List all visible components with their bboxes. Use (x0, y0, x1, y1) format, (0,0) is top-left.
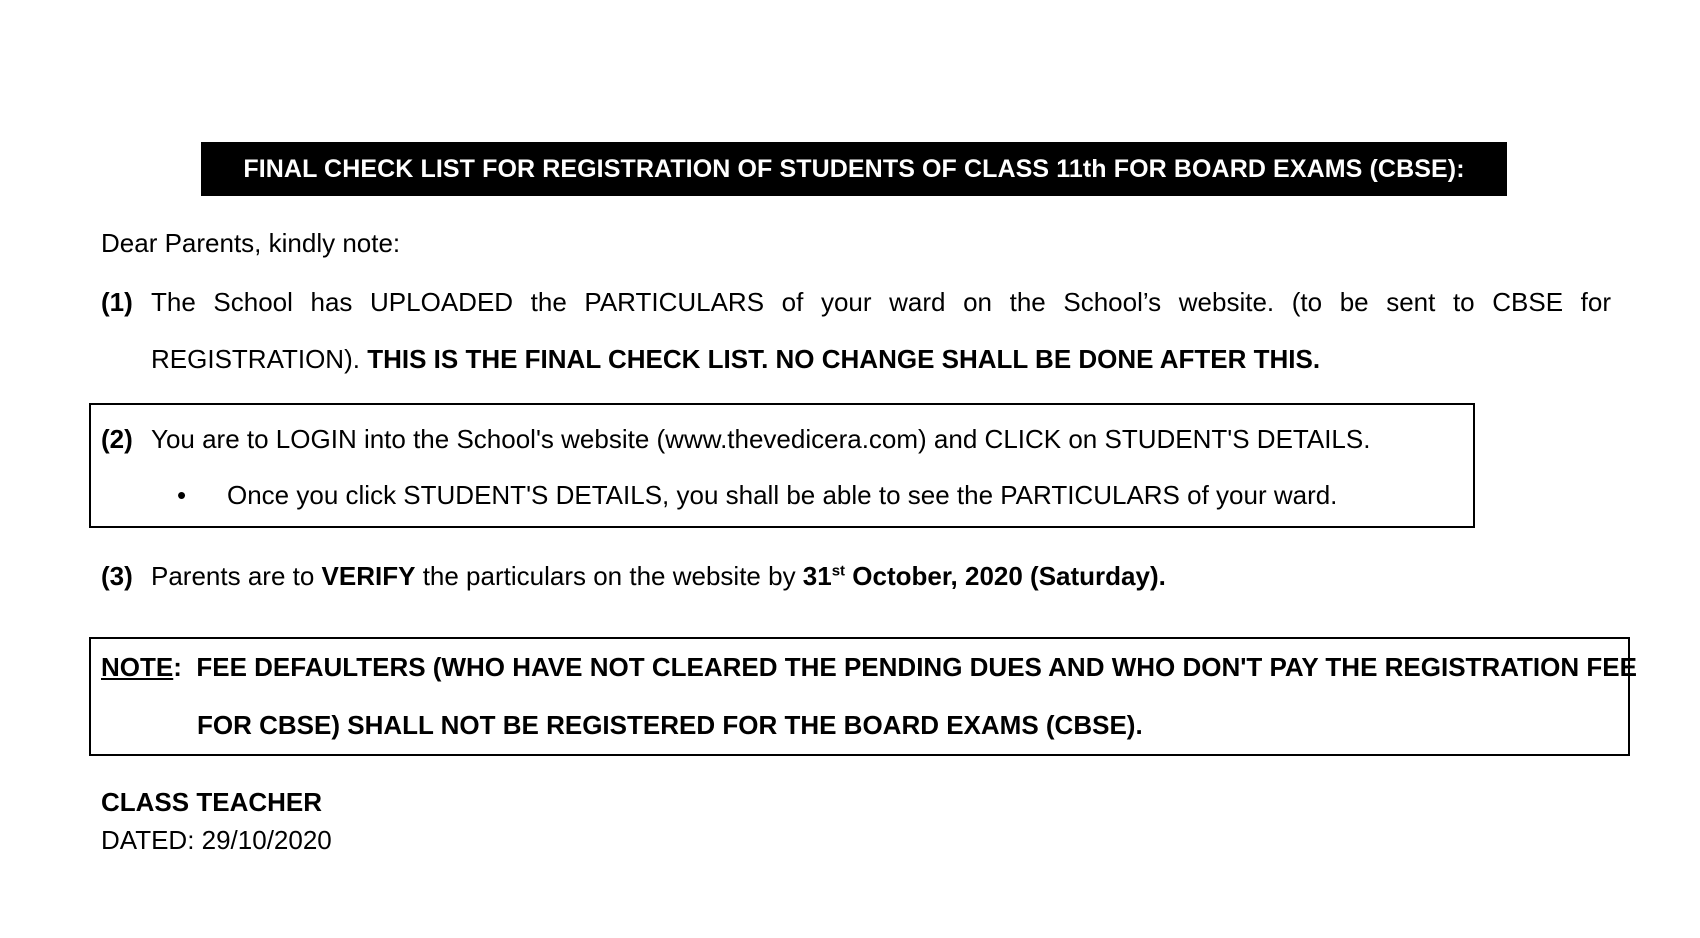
bullet-icon: • (177, 480, 187, 510)
note-label: NOTE (101, 652, 174, 682)
greeting: Dear Parents, kindly note: (101, 228, 401, 258)
page-title: FINAL CHECK LIST FOR REGISTRATION OF STUDENTS OF CLASS 11th FOR BOARD EXAMS (CBSE): (201, 142, 1507, 196)
verify-text: VERIFY (321, 561, 416, 591)
bullet-text: Once you click STUDENT'S DETAILS, you shall be able to see the PARTICULARS of your ward. (227, 480, 1338, 510)
item-number: (3) (101, 561, 133, 591)
bullet-item (101, 467, 1471, 524)
item-1-text: The School has UPLOADED the PARTICULARS of your ward on the School’s website. (to be sent to CBSE for REGISTRATION). (151, 287, 1611, 374)
note-text-1: FEE DEFAULTERS (WHO HAVE NOT CLEARED THE PENDING DUES AND WHO DON'T PAY THE REGISTRATION FEE (196, 652, 1637, 682)
deadline-date: October, 2020 (Saturday). (845, 561, 1166, 591)
deadline-day: 31 (802, 561, 832, 591)
deadline-day-suffix: st (831, 562, 846, 580)
item-1-bold-text: THIS IS THE FINAL CHECK LIST. NO CHANGE SHALL BE DONE AFTER THIS. (367, 344, 1321, 374)
item-text (151, 274, 1611, 388)
checklist-item-2 (101, 411, 1471, 468)
signature-date: DATED: 29/10/2020 (101, 825, 332, 855)
checklist-item-1 (101, 274, 1611, 388)
note-line-1 (101, 639, 1637, 696)
item-number: (1) (101, 287, 133, 317)
item-3-text-before: Parents are to (151, 561, 322, 591)
note-line-2: FOR CBSE) SHALL NOT BE REGISTERED FOR THE BOARD EXAMS (CBSE). (197, 710, 1143, 740)
item-3-text (151, 548, 1166, 605)
item-2-text: You are to LOGIN into the School's website (www.thevedicera.com) and CLICK on STUDENT'S DETAILS. (151, 424, 1371, 454)
signature-role: CLASS TEACHER (101, 787, 323, 817)
item-number: (2) (101, 424, 133, 454)
note-colon: : (173, 652, 182, 682)
item-3-text-middle: the particulars on the website by (415, 561, 803, 591)
checklist-item-3 (101, 548, 1611, 605)
